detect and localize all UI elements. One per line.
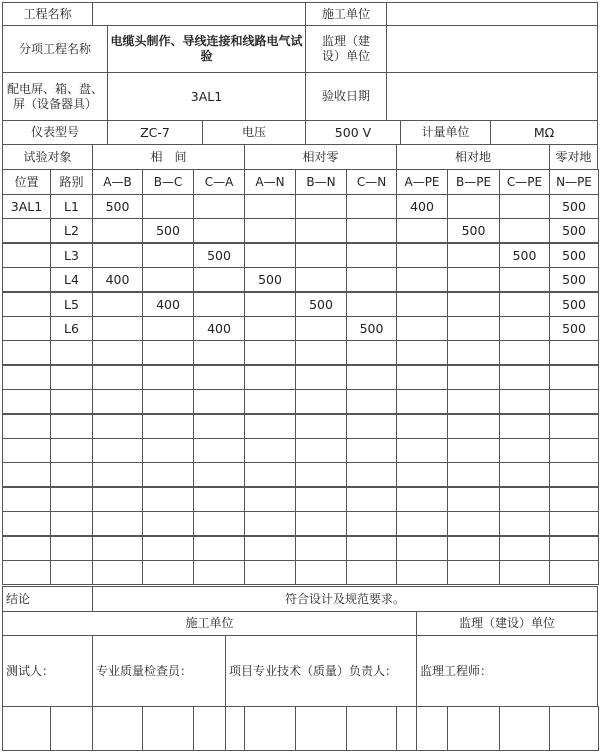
blank-cell: [295, 462, 347, 487]
resistance-value: [295, 267, 347, 292]
row-circuit: L5: [50, 292, 93, 317]
blank-cell: [50, 560, 93, 585]
resistance-value: 400: [142, 292, 194, 317]
blank-cell: [50, 438, 93, 463]
resistance-value: [499, 316, 550, 341]
blank-cell: [142, 511, 194, 536]
row-position: [2, 218, 51, 243]
blank-cell: [549, 438, 599, 463]
row-position: [2, 243, 51, 268]
col-header-bn: B—N: [295, 169, 347, 195]
resistance-value: 500: [346, 316, 397, 341]
blank-cell: [499, 560, 550, 585]
construction-unit-signature-header: 施工单位: [2, 611, 417, 636]
row-circuit: L3: [50, 243, 93, 268]
blank-cell: [142, 365, 194, 390]
row-position: 3AL1: [2, 194, 51, 219]
blank-cell: [396, 536, 448, 561]
blank-cell: [396, 462, 448, 487]
blank-cell: [346, 487, 397, 512]
col-header-ape: A—PE: [396, 169, 448, 195]
row-position: [2, 267, 51, 292]
blank-cell: [346, 438, 397, 463]
blank-cell: [549, 536, 599, 561]
blank-cell: [142, 560, 194, 585]
blank-cell: [244, 389, 296, 414]
resistance-value: [193, 292, 245, 317]
blank-cell: [447, 511, 500, 536]
blank-cell: [447, 365, 500, 390]
resistance-value: [92, 292, 143, 317]
blank-cell: [549, 340, 599, 365]
resistance-value: [447, 292, 500, 317]
resistance-value: [193, 194, 245, 219]
blank-cell: [244, 511, 296, 536]
blank-cell: [396, 414, 448, 439]
blank-cell: [447, 706, 500, 751]
resistance-value: [447, 194, 500, 219]
resistance-value: [244, 243, 296, 268]
construction-unit-label: 施工单位: [305, 2, 387, 26]
resistance-value: 500: [549, 267, 599, 292]
blank-cell: [295, 487, 347, 512]
resistance-value: [447, 243, 500, 268]
blank-cell: [396, 340, 448, 365]
resistance-value: [92, 243, 143, 268]
supervision-unit-label: 监理（建设）单位: [305, 25, 387, 73]
resistance-value: 500: [549, 316, 599, 341]
blank-cell: [346, 414, 397, 439]
blank-cell: [193, 511, 245, 536]
voltage-label: 电压: [202, 120, 306, 145]
blank-cell: [295, 365, 347, 390]
blank-cell: [396, 365, 448, 390]
resistance-value: 500: [295, 292, 347, 317]
test-object-label: 试验对象: [2, 144, 93, 170]
blank-cell: [244, 414, 296, 439]
blank-cell: [2, 706, 51, 751]
blank-cell: [295, 706, 347, 751]
blank-cell: [396, 438, 448, 463]
blank-cell: [396, 389, 448, 414]
blank-cell: [346, 560, 397, 585]
blank-cell: [396, 487, 448, 512]
blank-cell: [193, 706, 226, 751]
blank-cell: [346, 340, 397, 365]
blank-cell: [549, 365, 599, 390]
blank-cell: [549, 511, 599, 536]
col-header-npe: N—PE: [549, 169, 599, 195]
blank-cell: [142, 438, 194, 463]
resistance-value: [193, 218, 245, 243]
blank-cell: [499, 511, 550, 536]
blank-cell: [92, 560, 143, 585]
conclusion-label: 结论: [2, 586, 93, 612]
blank-cell: [549, 487, 599, 512]
blank-cell: [2, 560, 51, 585]
resistance-value: [142, 267, 194, 292]
col-header-ca: C—A: [193, 169, 245, 195]
unit-value: MΩ: [490, 120, 598, 145]
resistance-value: [499, 194, 550, 219]
blank-cell: [447, 438, 500, 463]
resistance-value: [295, 316, 347, 341]
blank-cell: [346, 536, 397, 561]
blank-cell: [244, 536, 296, 561]
blank-cell: [92, 340, 143, 365]
blank-cell: [499, 462, 550, 487]
resistance-value: [396, 292, 448, 317]
blank-cell: [92, 365, 143, 390]
resistance-value: [396, 267, 448, 292]
blank-cell: [92, 462, 143, 487]
blank-cell: [92, 511, 143, 536]
quality-inspector-signature: 专业质量检查员：: [92, 635, 226, 707]
blank-cell: [142, 414, 194, 439]
distribution-value: 3AL1: [107, 72, 306, 121]
col-header-position: 位置: [2, 169, 51, 195]
blank-cell: [295, 340, 347, 365]
blank-cell: [142, 462, 194, 487]
blank-cell: [244, 560, 296, 585]
blank-cell: [295, 389, 347, 414]
blank-cell: [499, 365, 550, 390]
blank-cell: [549, 706, 599, 751]
blank-cell: [396, 560, 448, 585]
blank-cell: [447, 487, 500, 512]
blank-cell: [549, 389, 599, 414]
resistance-value: [346, 243, 397, 268]
resistance-value: [193, 267, 245, 292]
resistance-value: 400: [396, 194, 448, 219]
blank-cell: [2, 389, 51, 414]
resistance-value: [396, 218, 448, 243]
blank-cell: [396, 511, 448, 536]
blank-cell: [193, 365, 245, 390]
resistance-value: 500: [447, 218, 500, 243]
resistance-value: [346, 292, 397, 317]
blank-cell: [499, 706, 550, 751]
blank-cell: [2, 536, 51, 561]
technical-lead-signature: 项目专业技术（质量）负责人：: [225, 635, 417, 707]
resistance-value: [142, 243, 194, 268]
row-circuit: L4: [50, 267, 93, 292]
col-header-circuit: 路别: [50, 169, 93, 195]
conclusion-text: 符合设计及规范要求。: [92, 586, 598, 612]
resistance-value: 500: [549, 194, 599, 219]
blank-cell: [92, 414, 143, 439]
blank-cell: [2, 511, 51, 536]
blank-cell: [50, 414, 93, 439]
resistance-value: [346, 218, 397, 243]
blank-cell: [295, 560, 347, 585]
blank-cell: [50, 389, 93, 414]
blank-cell: [2, 462, 51, 487]
blank-cell: [346, 389, 397, 414]
electrical-test-record-form: [2, 2, 598, 751]
blank-cell: [499, 487, 550, 512]
blank-cell: [92, 389, 143, 414]
blank-cell: [295, 536, 347, 561]
resistance-value: 500: [549, 243, 599, 268]
resistance-value: 500: [92, 194, 143, 219]
blank-cell: [2, 365, 51, 390]
meter-model-label: 仪表型号: [2, 120, 108, 145]
row-circuit: L6: [50, 316, 93, 341]
blank-cell: [50, 536, 93, 561]
blank-cell: [244, 462, 296, 487]
blank-cell: [193, 462, 245, 487]
resistance-value: [244, 292, 296, 317]
blank-cell: [50, 511, 93, 536]
blank-cell: [244, 340, 296, 365]
blank-cell: [50, 706, 93, 751]
blank-cell: [2, 487, 51, 512]
blank-cell: [549, 560, 599, 585]
resistance-value: [447, 316, 500, 341]
resistance-value: [92, 316, 143, 341]
resistance-value: 500: [549, 292, 599, 317]
resistance-value: 400: [92, 267, 143, 292]
resistance-value: 500: [499, 243, 550, 268]
blank-cell: [396, 706, 417, 751]
project-name-value: [92, 2, 306, 26]
blank-cell: [2, 438, 51, 463]
acceptance-date-label: 验收日期: [305, 72, 387, 121]
blank-cell: [295, 414, 347, 439]
blank-cell: [244, 365, 296, 390]
blank-cell: [50, 340, 93, 365]
sub-project-value: 电缆头制作、导线连接和线路电气试验: [107, 25, 306, 73]
blank-cell: [346, 365, 397, 390]
supervision-unit-signature-header: 监理（建设）单位: [416, 611, 598, 636]
blank-cell: [346, 706, 397, 751]
row-circuit: L1: [50, 194, 93, 219]
blank-cell: [549, 462, 599, 487]
blank-cell: [447, 462, 500, 487]
resistance-value: [295, 218, 347, 243]
resistance-value: [142, 316, 194, 341]
distribution-label: 配电屏、箱、盘、屏（设备器具）: [2, 72, 108, 121]
blank-cell: [50, 365, 93, 390]
blank-cell: [244, 706, 296, 751]
row-position: [2, 316, 51, 341]
tester-signature: 测试人：: [2, 635, 93, 707]
blank-cell: [50, 487, 93, 512]
blank-cell: [499, 414, 550, 439]
blank-cell: [2, 340, 51, 365]
sub-project-label: 分项工程名称: [2, 25, 108, 73]
resistance-value: 500: [142, 218, 194, 243]
project-name-label: 工程名称: [2, 2, 93, 26]
blank-cell: [92, 438, 143, 463]
blank-cell: [2, 414, 51, 439]
blank-cell: [346, 462, 397, 487]
blank-cell: [193, 560, 245, 585]
resistance-value: [499, 292, 550, 317]
resistance-value: [295, 243, 347, 268]
resistance-value: [244, 316, 296, 341]
resistance-value: [499, 267, 550, 292]
blank-cell: [193, 438, 245, 463]
blank-cell: [244, 438, 296, 463]
resistance-value: [346, 194, 397, 219]
blank-cell: [447, 560, 500, 585]
col-header-bpe: B—PE: [447, 169, 500, 195]
col-header-ab: A—B: [92, 169, 143, 195]
blank-cell: [193, 389, 245, 414]
blank-cell: [295, 511, 347, 536]
blank-cell: [50, 462, 93, 487]
blank-cell: [225, 706, 245, 751]
supervising-engineer-signature: 监理工程师：: [416, 635, 598, 707]
resistance-value: [396, 243, 448, 268]
blank-cell: [142, 706, 194, 751]
col-header-bc: B—C: [142, 169, 194, 195]
resistance-value: [142, 194, 194, 219]
col-header-an: A—N: [244, 169, 296, 195]
resistance-value: [244, 218, 296, 243]
blank-cell: [499, 340, 550, 365]
blank-cell: [193, 340, 245, 365]
voltage-value: 500 V: [305, 120, 401, 145]
resistance-value: [447, 267, 500, 292]
blank-cell: [447, 414, 500, 439]
phase-to-phase-header: 相 间: [92, 144, 245, 170]
blank-cell: [499, 536, 550, 561]
blank-cell: [295, 438, 347, 463]
blank-cell: [549, 414, 599, 439]
blank-cell: [447, 536, 500, 561]
resistance-value: [92, 218, 143, 243]
supervision-unit-value: [386, 25, 598, 73]
resistance-value: [295, 194, 347, 219]
row-position: [2, 292, 51, 317]
neutral-to-ground-header: 零对地: [549, 144, 598, 170]
blank-cell: [193, 487, 245, 512]
blank-cell: [142, 340, 194, 365]
resistance-value: 400: [193, 316, 245, 341]
blank-cell: [92, 706, 143, 751]
blank-cell: [499, 438, 550, 463]
blank-cell: [244, 487, 296, 512]
acceptance-date-value: [386, 72, 598, 121]
resistance-value: 500: [244, 267, 296, 292]
row-circuit: L2: [50, 218, 93, 243]
blank-cell: [447, 340, 500, 365]
resistance-value: 500: [193, 243, 245, 268]
blank-cell: [193, 536, 245, 561]
blank-cell: [416, 706, 448, 751]
col-header-cpe: C—PE: [499, 169, 550, 195]
blank-cell: [92, 487, 143, 512]
meter-model-value: ZC-7: [107, 120, 203, 145]
blank-cell: [346, 511, 397, 536]
resistance-value: [346, 267, 397, 292]
col-header-cn: C—N: [346, 169, 397, 195]
resistance-value: [499, 218, 550, 243]
blank-cell: [92, 536, 143, 561]
blank-cell: [142, 487, 194, 512]
blank-cell: [142, 389, 194, 414]
blank-cell: [447, 389, 500, 414]
blank-cell: [193, 414, 245, 439]
phase-to-neutral-header: 相对零: [244, 144, 397, 170]
resistance-value: [244, 194, 296, 219]
construction-unit-value: [386, 2, 598, 26]
unit-label: 计量单位: [400, 120, 491, 145]
resistance-value: [396, 316, 448, 341]
blank-cell: [499, 389, 550, 414]
blank-cell: [142, 536, 194, 561]
phase-to-ground-header: 相对地: [396, 144, 550, 170]
resistance-value: 500: [549, 218, 599, 243]
